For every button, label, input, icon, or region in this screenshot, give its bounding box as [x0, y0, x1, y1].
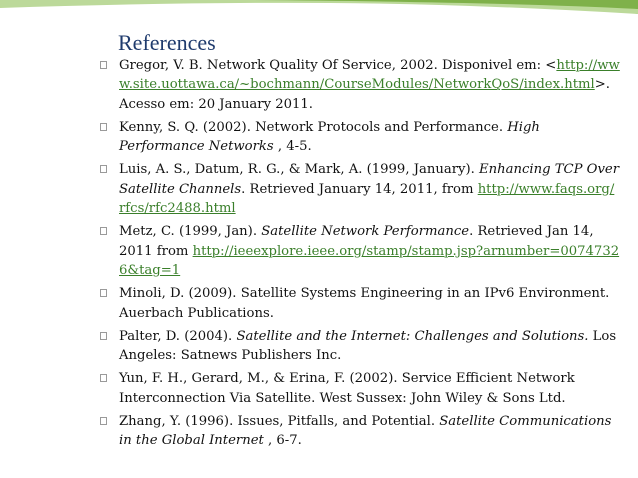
reference-text: . Retrieved Jan 14, 2011 from [119, 224, 594, 259]
bullet-icon [100, 165, 107, 173]
reference-title-italic: Satellite Communications in the Global Internet [119, 414, 612, 449]
bullet-icon [100, 61, 107, 69]
bullet-icon [100, 374, 107, 382]
reference-text: Yun, F. H., Gerard, M., & Erina, F. (2002). Service Efficient Network Interconnection Via Satellite. West Sussex: John Wiley & Sons Ltd. [119, 371, 575, 406]
reference-title-italic: Satellite and the Internet: Challenges and Solutions. [236, 328, 589, 344]
reference-item [98, 284, 620, 323]
slide-title: References [118, 30, 216, 55]
bullet-icon [100, 123, 107, 131]
reference-link[interactable]: http://ieeexplore.ieee.org/stamp/stamp.jsp?arnumber=00747326&tag=1 [119, 243, 620, 278]
reference-list [98, 56, 620, 455]
reference-title-italic: Enhancing TCP Over Satellite Channels [119, 162, 620, 197]
reference-text: Metz, C. (1999, Jan). [119, 224, 262, 240]
bullet-icon [100, 227, 107, 235]
reference-item [98, 222, 620, 280]
reference-item [98, 327, 620, 366]
reference-item [98, 160, 620, 218]
reference-text: Zhang, Y. (1996). Issues, Pitfalls, and Potential. [119, 414, 440, 430]
reference-text: Luis, A. S., Datum, R. G., & Mark, A. (1999, January). [119, 162, 479, 178]
bullet-icon [100, 417, 107, 425]
corner-band-graphic [0, 0, 638, 14]
reference-link[interactable]: http://www.faqs.org/rfcs/rfc2488.html [119, 181, 615, 217]
reference-text: Palter, D. (2004). [119, 328, 237, 344]
reference-link[interactable]: http://www.site.uottawa.ca/~bochmann/CourseModules/NetworkQoS/index.html [119, 58, 620, 93]
reference-item [98, 412, 620, 451]
reference-item [98, 369, 620, 408]
bullet-icon [100, 332, 107, 340]
reference-title-italic: Satellite Network Performance [261, 224, 470, 240]
reference-text: , 4-5. [273, 139, 312, 155]
reference-text: Los Angeles: Satnews Publishers Inc. [119, 328, 617, 364]
reference-text: , 6-7. [263, 433, 302, 449]
reference-text: Minoli, D. (2009). Satellite Systems Engineering in an IPv6 Environment. Auerbach Publications. [119, 286, 610, 321]
reference-title-italic: High Performance Networks [119, 119, 540, 155]
reference-text: >. Acesso em: 20 January 2011. [119, 77, 610, 112]
reference-item [98, 56, 620, 114]
reference-item [98, 118, 620, 157]
reference-text: Gregor, V. B. Network Quality Of Service, 2002. Disponivel em: < [119, 58, 557, 73]
bullet-icon [100, 289, 107, 297]
decorative-corner-band [0, 0, 638, 14]
reference-text: Kenny, S. Q. (2002). Network Protocols and Performance. [119, 119, 508, 135]
reference-text: . Retrieved January 14, 2011, from [241, 181, 478, 197]
